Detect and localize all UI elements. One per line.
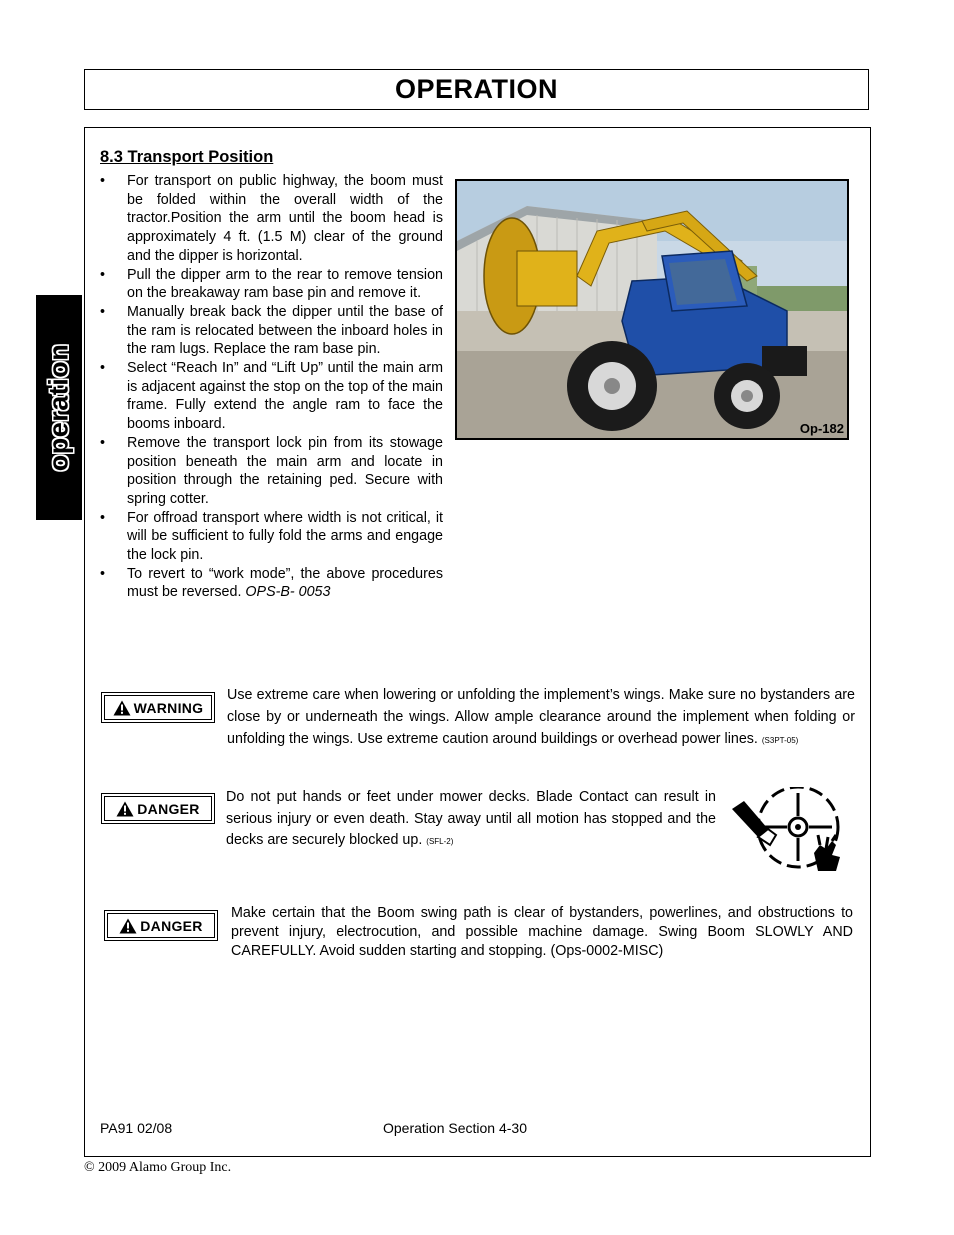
warning-signal-word: WARNING [133, 699, 204, 716]
procedure-reference: OPS-B- 0053 [245, 584, 331, 601]
warning-badge [101, 692, 215, 723]
side-tab-label: operation [43, 343, 74, 472]
blade-hazard-icon [728, 787, 843, 875]
list-item: • To revert to “work mode”, the above procedures must be reversed. OPS-B- 0053 [100, 565, 443, 601]
danger-message-boom-swing: Make certain that the Boom swing path is clear of bystanders, powerlines, and obstructions to prevent injury, electrocution, and possible machine damage. Swing Boom SLOWLY AND CAREFULLY. Avoid sudden starting and stopping. (Ops-0002-MISC) [231, 905, 853, 959]
copyright: © 2009 Alamo Group Inc. [84, 1160, 232, 1175]
list-item: • Remove the transport lock pin from its stowage position beneath the main arm and locate in position through the retaining ped. Secure with spring cotter. [100, 434, 443, 507]
danger-message-blade: Do not put hands or feet under mower decks. Blade Contact can result in serious injury or even death. Stay away until all motion has stopped and the decks are securely blocked up. (SFL-2) [226, 789, 716, 848]
footer-model: PA91 02/08 [100, 1120, 173, 1136]
section-side-tab [36, 295, 82, 520]
bullet-dot: • [100, 303, 106, 320]
bullet-dot: • [100, 509, 106, 526]
bullet-dot: • [100, 173, 106, 189]
bullet-dot: • [100, 434, 106, 451]
warning-code: (S3PT-05) [761, 736, 799, 745]
photo-caption: Op-182 [799, 421, 844, 436]
danger-badge [101, 793, 215, 824]
danger-badge [104, 910, 218, 941]
list-item: • For offroad transport where width is not critical, it will be sufficient to fully fold the arms and engage the lock pin. [100, 509, 443, 564]
section-title: 8.3 Transport Position [100, 148, 274, 166]
page-title: OPERATION [394, 74, 558, 104]
list-item: • For transport on public highway, the boom must be folded within the overall width of the tractor.Position the arm until the boom head is approximately 4 ft. (1.5 M) clear of the ground and the dipper is horizontal. [100, 173, 443, 264]
danger-signal-word: DANGER [140, 917, 203, 934]
tractor-illustration [457, 181, 847, 438]
list-item: • Pull the dipper arm to the rear to remove tension on the breakaway ram base pin and remove it. [100, 266, 443, 302]
danger-triangle-icon [119, 918, 137, 934]
warning-message: Use extreme care when lowering or unfolding the implement’s wings. Make sure no bystanders are close by or underneath the wings. Allow ample clearance around the implement when folding or unfolding the wings. Use extreme caution around buildings or overhead power lines. (S3PT-05) [227, 687, 855, 747]
bullet-dot: • [100, 266, 106, 283]
warning-triangle-icon [113, 700, 131, 716]
instruction-list [100, 172, 443, 602]
danger-triangle-icon [116, 801, 134, 817]
list-item: • Select “Reach In” and “Lift Up” until the main arm is adjacent against the stop on the top of the main frame. Fully extend the angle ram to face the booms inboard. [100, 360, 443, 433]
danger-signal-word: DANGER [137, 800, 200, 817]
bullet-dot: • [100, 565, 106, 582]
tractor-photo [455, 179, 849, 440]
footer-page-number: Operation Section 4-30 [383, 1120, 527, 1136]
danger-code: (SFL-2) [426, 837, 454, 846]
bullet-dot: • [100, 360, 106, 377]
list-item: • Manually break back the dipper until the base of the ram is relocated between the inboard holes in the ram lugs. Replace the ram base pin. [100, 303, 443, 358]
header-box [84, 69, 869, 110]
